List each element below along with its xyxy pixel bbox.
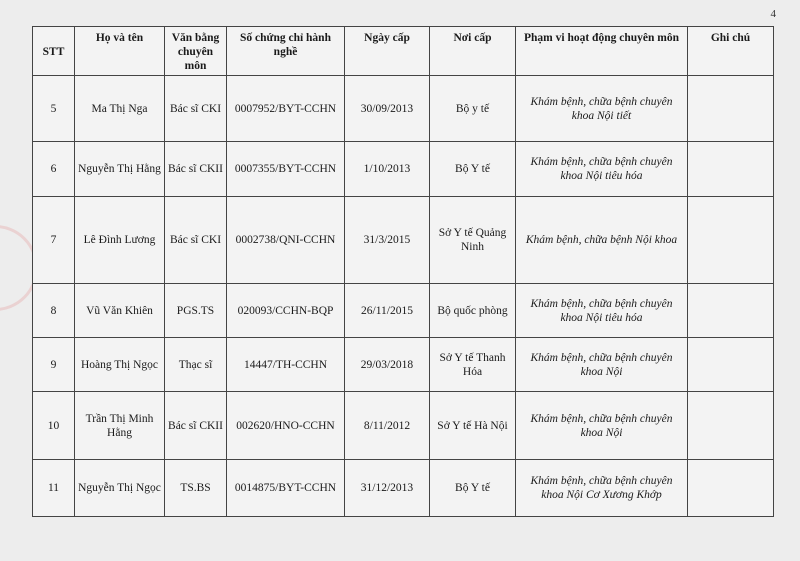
header-degree: Văn bằng chuyên môn [165, 27, 227, 76]
header-name: Họ và tên [75, 27, 165, 76]
cell-name: Nguyễn Thị Hằng [75, 142, 165, 197]
cell-scope: Khám bệnh, chữa bệnh chuyên khoa Nội tiêu hóa [516, 284, 688, 338]
table-row [33, 197, 774, 284]
header-issuer: Nơi cấp [430, 27, 516, 76]
cell-date: 31/12/2013 [345, 460, 430, 517]
cell-name: Hoàng Thị Ngọc [75, 338, 165, 392]
cell-cert: 002620/HNO-CCHN [227, 392, 345, 460]
cell-stt: 6 [33, 142, 75, 197]
cell-date: 8/11/2012 [345, 392, 430, 460]
cell-stt: 5 [33, 76, 75, 142]
cell-scope: Khám bệnh, chữa bệnh chuyên khoa Nội [516, 392, 688, 460]
cell-name: Lê Đình Lương [75, 197, 165, 284]
cell-cert: 0007355/BYT-CCHN [227, 142, 345, 197]
header-scope: Phạm vi hoạt động chuyên môn [516, 27, 688, 76]
cell-cert: 020093/CCHN-BQP [227, 284, 345, 338]
header-stt: STT [33, 27, 75, 76]
header-cert: Số chứng chỉ hành nghề [227, 27, 345, 76]
cell-note [688, 76, 774, 142]
cell-stt: 8 [33, 284, 75, 338]
table-row [33, 142, 774, 197]
cell-note [688, 142, 774, 197]
cell-scope: Khám bệnh, chữa bệnh chuyên khoa Nội tiết [516, 76, 688, 142]
cell-issuer: Sở Y tế Hà Nội [430, 392, 516, 460]
cell-cert: 0007952/BYT-CCHN [227, 76, 345, 142]
cell-degree: Thạc sĩ [165, 338, 227, 392]
cell-cert: 14447/TH-CCHN [227, 338, 345, 392]
cell-date: 1/10/2013 [345, 142, 430, 197]
cell-cert: 0014875/BYT-CCHN [227, 460, 345, 517]
cell-note [688, 284, 774, 338]
cell-degree: PGS.TS [165, 284, 227, 338]
cell-issuer: Bộ y tế [430, 76, 516, 142]
cell-degree: Bác sĩ CKII [165, 392, 227, 460]
table-row [33, 338, 774, 392]
cell-issuer: Bộ quốc phòng [430, 284, 516, 338]
table-header-row [33, 27, 774, 76]
cell-name: Nguyễn Thị Ngọc [75, 460, 165, 517]
cell-name: Vũ Văn Khiên [75, 284, 165, 338]
cell-degree: TS.BS [165, 460, 227, 517]
cell-stt: 7 [33, 197, 75, 284]
cell-stt: 9 [33, 338, 75, 392]
table-row [33, 284, 774, 338]
cell-stt: 11 [33, 460, 75, 517]
cell-note [688, 392, 774, 460]
cell-scope: Khám bệnh, chữa bệnh chuyên khoa Nội tiêu hóa [516, 142, 688, 197]
cell-degree: Bác sĩ CKI [165, 76, 227, 142]
cell-issuer: Sở Y tế Thanh Hóa [430, 338, 516, 392]
cell-degree: Bác sĩ CKI [165, 197, 227, 284]
table-row [33, 392, 774, 460]
table-row [33, 76, 774, 142]
cell-note [688, 197, 774, 284]
cell-cert: 0002738/QNI-CCHN [227, 197, 345, 284]
cell-name: Trần Thị Minh Hằng [75, 392, 165, 460]
cell-issuer: Sở Y tế Quảng Ninh [430, 197, 516, 284]
cell-date: 29/03/2018 [345, 338, 430, 392]
cell-issuer: Bộ Y tế [430, 460, 516, 517]
cell-scope: Khám bệnh, chữa bệnh chuyên khoa Nội [516, 338, 688, 392]
cell-scope: Khám bệnh, chữa bệnh Nội khoa [516, 197, 688, 284]
cell-name: Ma Thị Nga [75, 76, 165, 142]
staff-table [32, 26, 774, 517]
table-row [33, 460, 774, 517]
cell-date: 31/3/2015 [345, 197, 430, 284]
cell-scope: Khám bệnh, chữa bệnh chuyên khoa Nội Cơ Xương Khớp [516, 460, 688, 517]
cell-date: 30/09/2013 [345, 76, 430, 142]
cell-date: 26/11/2015 [345, 284, 430, 338]
header-note: Ghi chú [688, 27, 774, 76]
cell-degree: Bác sĩ CKII [165, 142, 227, 197]
cell-note [688, 460, 774, 517]
cell-stt: 10 [33, 392, 75, 460]
cell-note [688, 338, 774, 392]
header-date: Ngày cấp [345, 27, 430, 76]
cell-issuer: Bộ Y tế [430, 142, 516, 197]
page-number: 4 [770, 8, 776, 20]
